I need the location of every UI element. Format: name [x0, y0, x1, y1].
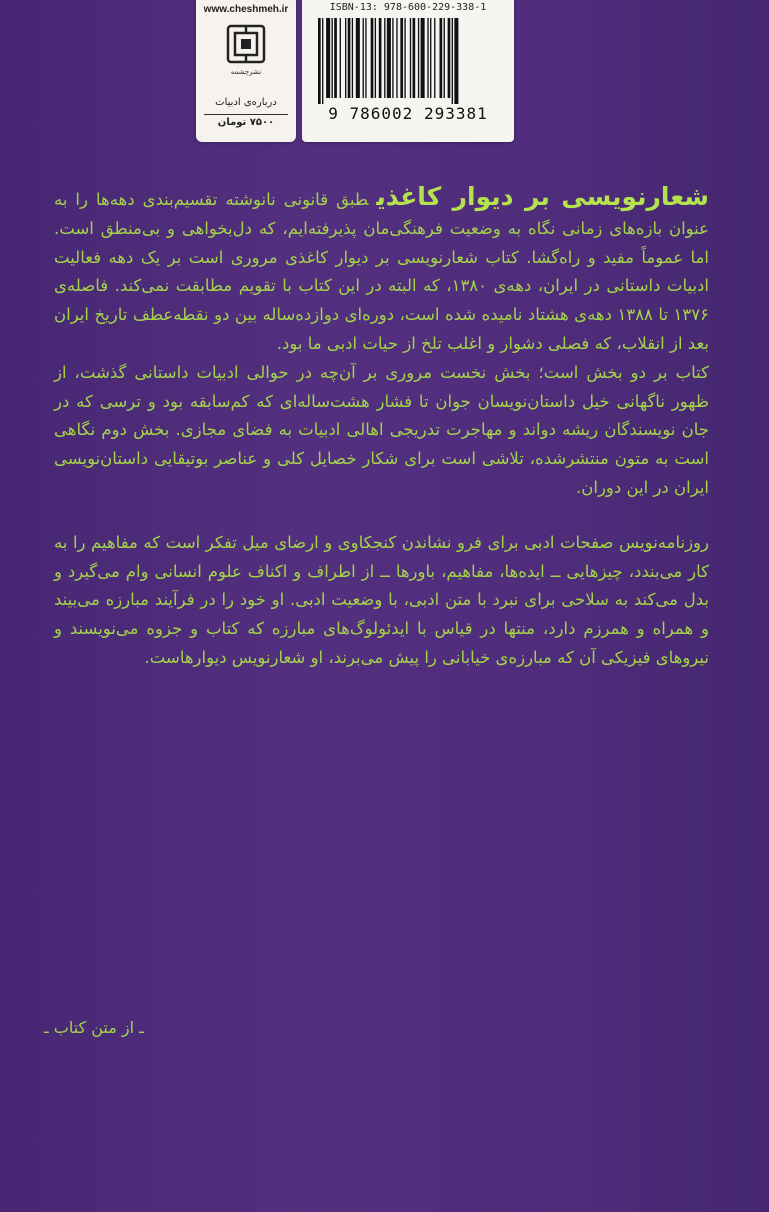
publisher-logo-icon	[226, 24, 266, 64]
blurb-text	[54, 183, 709, 689]
barcode-bar	[427, 18, 428, 98]
paragraph-2: کتاب بر دو بخش است؛ بخش نخست مروری بر آن‌چه در حوالی ادبیات داستانی گذشت، از ظهور ناگهانی خیل داستان‌نویسان جوان تا فشار هشت‌ساله‌ای که کم‌سابقه بود و ترسی که در جان نویسندگان ریشه دواند و مهاجرت تدریجی اهالی ادبیات به فضای مجازی. بخش دوم نگاهی است به متون منتشرشده، تلاشی است برای شکار خصایل کلی و عناصر بوتیقایی داستان‌نویسی ایران در این دوران.	[54, 362, 709, 497]
barcode-bar	[410, 18, 411, 98]
barcode-bar	[334, 18, 337, 98]
barcode-bar	[392, 18, 393, 98]
barcode-bar	[448, 18, 451, 98]
barcode-bar	[413, 18, 416, 98]
barcode-bar	[375, 18, 376, 98]
barcode-bar	[387, 18, 391, 98]
paragraph-1-text: طبق قانونی نانوشته تقسیم‌بندی دهه‌ها را به عنوان بازه‌های زمانی نگاه به وضعیت فرهنگی‌مان پذیرفته‌ایم، که دل‌بخواهی و بی‌منطق است. اما عموماً مفید و راه‌گشا. کتاب شعارنویسی بر دیوار کاغذی مروری است بر یک دهه فعالیت ادبیات داستانی در ایران، دهه‌ی ۱۳۸۰، که البته در این کتاب با تقویم مطابقت نمی‌کند. فاصله‌ی ۱۳۷۶ تا ۱۳۸۸ دهه‌ی هشتاد نامیده شده است، دوره‌ای دوازده‌ساله بین دو نقطه‌عطف تاریخ ایران بعد از انقلاب، که فصلی دشوار و اغلب تلخ از حیات ادبی ما بود.	[54, 190, 709, 353]
barcode-bar	[444, 18, 445, 98]
barcode-bar	[318, 18, 321, 104]
publisher-label	[196, 0, 296, 142]
barcode-bar	[363, 18, 364, 98]
barcode-bar	[430, 18, 431, 98]
barcode-bar	[332, 18, 333, 98]
barcode-bar	[352, 18, 353, 98]
divider	[204, 114, 288, 115]
barcode-icon	[318, 18, 498, 104]
book-title: شعارنویسی بر دیوار کاغذی	[376, 182, 710, 211]
price: ۷۵۰۰ تومان	[217, 117, 275, 128]
barcode-bar	[356, 18, 360, 98]
barcode-bar	[434, 18, 435, 98]
paragraph-1	[54, 183, 709, 359]
publisher-url[interactable]: www.cheshmeh.ir	[203, 4, 289, 15]
barcode-bar	[379, 18, 382, 98]
barcode-bar	[322, 18, 323, 104]
barcode-bar	[440, 18, 443, 98]
barcode-bar	[384, 18, 385, 98]
barcode-bar	[326, 18, 330, 98]
barcode-bar	[454, 18, 458, 104]
barcode-bar	[345, 18, 346, 98]
barcode-bar	[371, 18, 374, 98]
barcode-bar	[404, 18, 405, 98]
barcode-bar	[396, 18, 397, 98]
barcode-bar	[452, 18, 453, 104]
publisher-logo-caption: نشرچشمه	[230, 68, 262, 76]
barcode-bar	[400, 18, 403, 98]
barcode-bar	[421, 18, 425, 98]
barcode-bar	[365, 18, 366, 98]
barcode-bar	[348, 18, 351, 98]
paragraph-3: روزنامه‌نویس صفحات ادبی برای فرو نشاندن کنجکاوی و ارضای میل تفکر است که مفاهیم را به کار می‌بندد، چیزهایی ــ ایده‌ها، مفاهیم، باورها ــ از اطراف و اکناف علوم انسانی وام می‌گیرد و بدل می‌کند به سلاحی برای نبرد با متن ادبی، با وضعیت ادبی. او خود را در فرآیند مبارزه می‌بیند و همراه و همرزم دارد، منتها در قیاس با ایدئولوگ‌های مبارزه که کتاب و جزوه می‌نویسند و نیروهای فیزیکی آن که مبارزه‌ی خیابانی را پیش می‌برند، او شعارنویس دیوارهاست.	[54, 532, 709, 667]
series-name: درباره‌ی ادبیات	[215, 97, 277, 108]
barcode-bar	[340, 18, 341, 98]
source-note: ـ از متن کتاب ـ	[44, 1018, 144, 1037]
barcode-bar	[418, 18, 419, 98]
isbn-label: ISBN-13: 978-600-229-338-1	[329, 2, 487, 13]
barcode-label	[302, 0, 514, 142]
barcode-digits: 9 786002 293381	[328, 104, 488, 123]
